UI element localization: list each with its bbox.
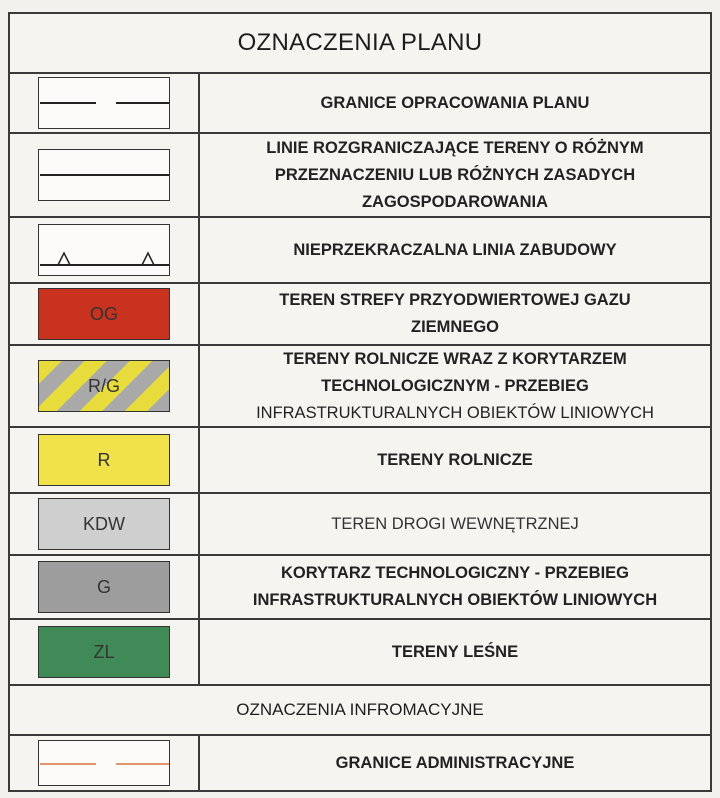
info-title-row [10,686,710,736]
legend-description [200,284,710,344]
building-line-symbol [38,224,170,276]
symbol-cell [10,134,200,216]
legend-label: KORYTARZ TECHNOLOGICZNY - PRZEBIEG [280,564,630,582]
legend-title-row [10,14,710,74]
legend-description [200,620,710,684]
legend-label: PRZEZNACZENIU LUB RÓŻNYCH ZASADYCH [274,165,636,184]
legend-label: TEREN DROGI WEWNĘTRZNEJ [331,514,579,533]
legend-row-building-line [10,218,710,284]
kdw-swatch [38,498,170,550]
admin-boundary-symbol [38,740,170,786]
swatch-code: R [97,449,111,470]
dashed-boundary-symbol [38,77,170,129]
legend-description [200,218,710,282]
swatch-code: OG [89,303,118,324]
symbol-cell [10,428,200,492]
solid-dividing-line-symbol [38,149,170,201]
zl-swatch [38,626,170,678]
legend-description [200,556,710,618]
legend-label: TECHNOLOGICZNYM - PRZEBIEG [321,376,589,395]
symbol-cell [10,620,200,684]
symbol-cell [10,74,200,132]
swatch-code: R/G [87,375,120,396]
symbol-cell [10,494,200,554]
legend-description [200,346,710,426]
legend-label: TERENY LEŚNE [391,642,519,661]
legend-label: GRANICE ADMINISTRACYJNE [335,753,575,772]
legend-label: LINIE ROZGRANICZAJĄCE TERENY O RÓŻNYM [266,138,644,157]
legend-row-og [10,284,710,346]
legend-label: INFRASTRUKTURALNYCH OBIEKTÓW LINIOWYCH [252,591,658,609]
legend-row-dividing-lines [10,134,710,218]
swatch-code: ZL [93,641,115,662]
legend-row-plan-boundary [10,74,710,134]
r-swatch [38,434,170,486]
g-swatch [38,561,170,613]
legend-label: ZAGOSPODAROWANIA [361,192,549,211]
symbol-cell [10,218,200,282]
rg-swatch [38,360,170,412]
legend-title: OZNACZENIA PLANU [237,29,483,56]
info-title: OZNACZENIA INFROMACYJNE [236,700,484,719]
legend-label: ZIEMNEGO [410,318,499,336]
swatch-code: G [96,576,111,597]
legend-row-rg [10,346,710,428]
og-swatch [38,288,170,340]
legend-row-kdw [10,494,710,556]
symbol-cell [10,556,200,618]
legend-row-zl [10,620,710,686]
swatch-code: KDW [83,513,125,534]
legend-label: INFRASTRUKTURALNYCH OBIEKTÓW LINIOWYCH [256,403,654,422]
legend-label: TERENY ROLNICZE [377,450,533,469]
legend-description [200,134,710,216]
symbol-cell [10,736,200,790]
legend-table [8,12,712,792]
legend-label: TERENY ROLNICZE WRAZ Z KORYTARZEM [283,349,627,368]
legend-label: TEREN STREFY PRZYODWIERTOWEJ GAZU [279,291,631,309]
legend-description [200,494,710,554]
legend-label: GRANICE OPRACOWANIA PLANU [320,93,590,112]
legend-description [200,736,710,790]
legend-label: NIEPRZEKRACZALNA LINIA ZABUDOWY [293,240,617,259]
legend-row-g [10,556,710,620]
symbol-cell [10,284,200,344]
legend-row-admin-boundary [10,736,710,790]
symbol-cell [10,346,200,426]
legend-description [200,428,710,492]
legend-description [200,74,710,132]
legend-row-r [10,428,710,494]
